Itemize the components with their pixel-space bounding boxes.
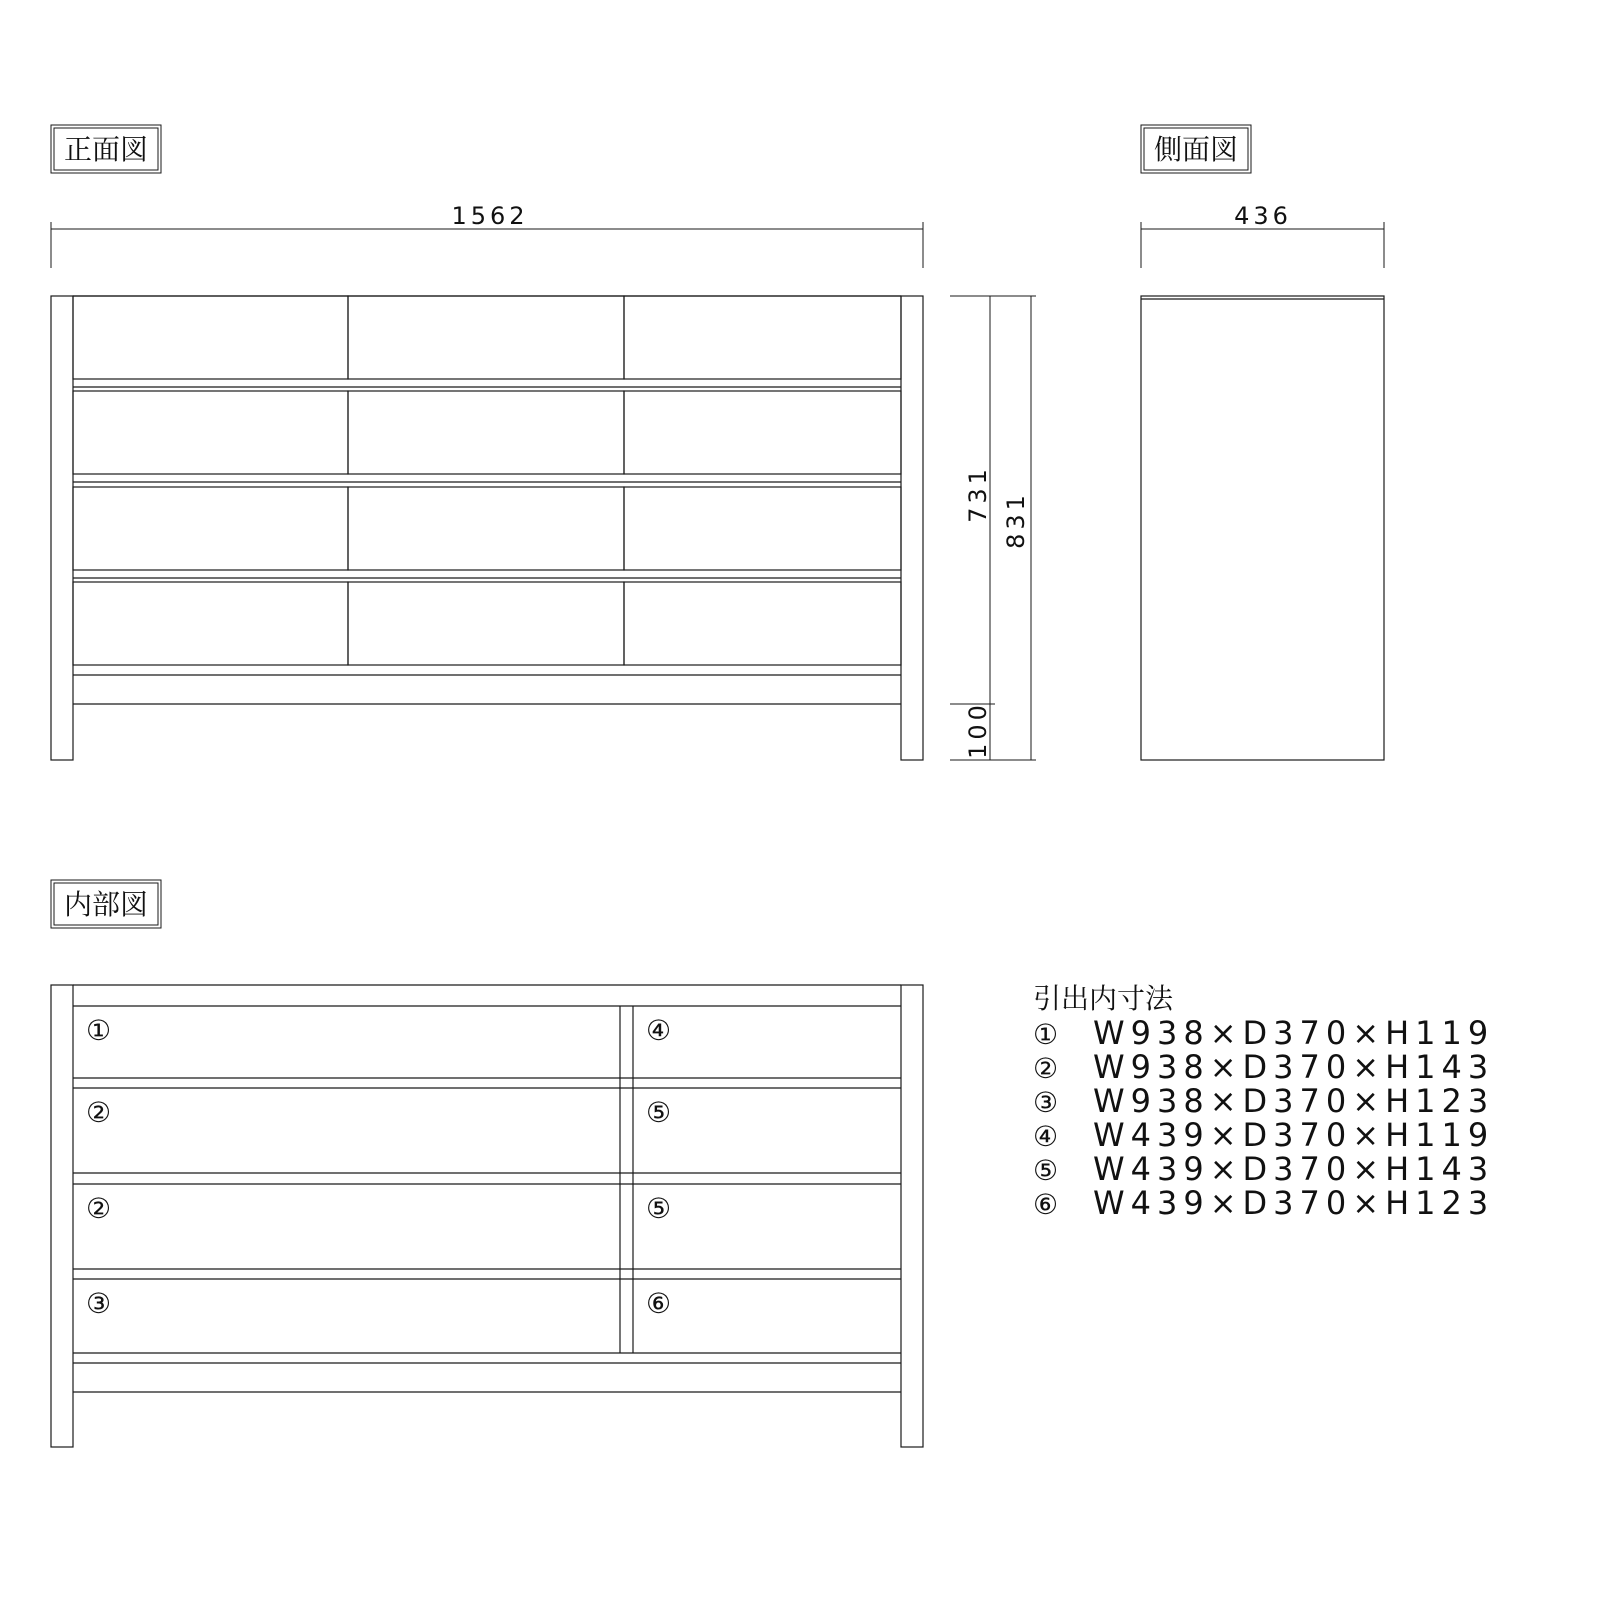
front-view-title: 正面図 (63, 133, 149, 166)
total-height-value: 831 (1002, 491, 1030, 549)
side-depth-value: 436 (1234, 202, 1292, 230)
interior-drawer-label: ⑤ (646, 1192, 672, 1225)
front-drawer-row (73, 391, 901, 482)
front-drawer (348, 296, 624, 379)
front-drawer (348, 582, 624, 665)
drawer-spec-size: W439×D370×H119 (1093, 1116, 1495, 1154)
front-drawer (73, 582, 348, 665)
interior-drawer-label: ④ (646, 1014, 672, 1047)
drawer-spec-num: ⑤ (1033, 1154, 1059, 1187)
interior-drawer-label: ⑥ (646, 1287, 672, 1320)
drawer-spec-size: W938×D370×H119 (1093, 1014, 1495, 1052)
drawer-spec-num: ④ (1033, 1120, 1059, 1153)
front-drawer (73, 296, 348, 379)
side-panel (1141, 296, 1384, 760)
drawer-spec-num: ① (1033, 1018, 1059, 1051)
front-drawer-row (73, 582, 901, 675)
front-drawer (624, 487, 901, 570)
interior-right-post (901, 985, 923, 1447)
drawer-spec-num: ③ (1033, 1086, 1059, 1119)
front-width-value: 1562 (451, 202, 529, 230)
drawer-spec-heading: 引出内寸法 (1033, 982, 1174, 1015)
front-drawer (348, 391, 624, 474)
front-drawer (73, 391, 348, 474)
front-view-title-box (51, 125, 161, 173)
front-view (51, 296, 923, 760)
interior-drawer-label: ② (86, 1096, 112, 1129)
drawer-spec-size: W439×D370×H123 (1093, 1184, 1495, 1222)
side-view-title: 側面図 (1153, 133, 1239, 166)
interior-view-title: 内部図 (63, 888, 149, 921)
front-drawer-row (73, 296, 901, 387)
drawer-spec-size: W439×D370×H143 (1093, 1150, 1495, 1188)
interior-drawer-label: ② (86, 1192, 112, 1225)
front-drawer (624, 296, 901, 379)
side-view-title-box (1141, 125, 1251, 173)
front-drawer (348, 487, 624, 570)
left-post (51, 296, 73, 760)
drawer-spec-num: ⑥ (1033, 1188, 1059, 1221)
front-drawer-row (73, 487, 901, 578)
drawer-spec-list (1033, 982, 1494, 1222)
drawer-spec-size: W938×D370×H143 (1093, 1048, 1495, 1086)
interior-drawer-label: ③ (86, 1287, 112, 1320)
front-drawer (624, 391, 901, 474)
front-width-dimension (51, 202, 923, 268)
interior-left-post (51, 985, 73, 1447)
front-drawer (624, 582, 901, 665)
leg-height-value: 100 (964, 701, 992, 759)
drawer-spec-num: ② (1033, 1052, 1059, 1085)
interior-view-title-box (51, 880, 161, 928)
interior-view (51, 985, 923, 1447)
interior-drawer-label: ① (86, 1014, 112, 1047)
side-view (1141, 296, 1384, 760)
interior-drawer-label: ⑤ (646, 1096, 672, 1129)
upper-height-value: 731 (964, 465, 992, 523)
front-drawer (73, 487, 348, 570)
side-depth-dimension (1141, 202, 1384, 268)
drawer-spec-size: W938×D370×H123 (1093, 1082, 1495, 1120)
right-post (901, 296, 923, 760)
front-height-dimensions (950, 296, 1036, 760)
